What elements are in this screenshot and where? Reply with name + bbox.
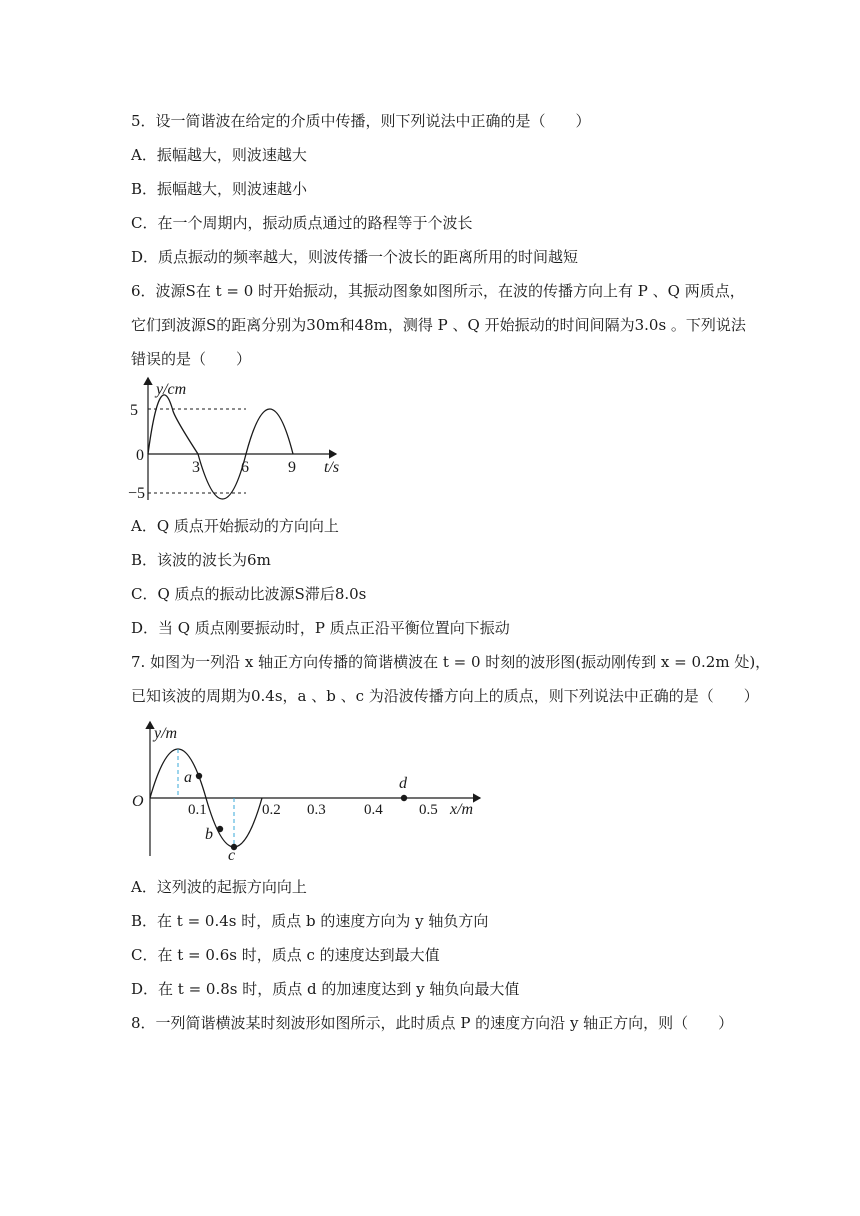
q7-x-label: x/m [450, 801, 474, 818]
q5-option-c: C．在一个周期内，振动质点通过的路程等于个波长 [131, 214, 473, 232]
q5-option-a: A．振幅越大，则波速越大 [131, 146, 307, 164]
q6-vibration-graph [128, 372, 368, 507]
q6-curve-seg1 [148, 395, 198, 454]
q7-stem-line1: 7. 如图为一列沿 x 轴正方向传播的简谐横波在 t = 0 时刻的波形图(振动刚传到 x = 0.2m 处)， [131, 653, 771, 671]
q7-origin: O [132, 793, 144, 810]
q7-label-b: b [205, 826, 213, 843]
q8-stem: 8．一列简谐横波某时刻波形如图所示，此时质点 P 的速度方向沿 y 轴正方向，则（ ） [131, 1014, 734, 1032]
q7-point-d [401, 795, 407, 801]
q7-option-c: C．在 t = 0.6s 时，质点 c 的速度达到最大值 [131, 946, 440, 964]
q7-label-a: a [184, 769, 192, 786]
q7-label-c: c [228, 847, 236, 862]
q6-curve-seg3 [246, 409, 293, 454]
q6-stem-line1: 6．波源S在 t = 0 时开始振动，其振动图象如图所示，在波的传播方向上有 P 、Q 两质点， [131, 282, 745, 300]
q7-x-tick-04: 0.4 [364, 802, 383, 818]
q6-option-a: A．Q 质点开始振动的方向向上 [131, 517, 339, 535]
q6-curve-seg2 [198, 454, 246, 499]
q6-option-c: C．Q 质点的振动比波源S滞后8.0s [131, 585, 367, 603]
q6-x-label: t/s [324, 459, 340, 476]
q6-x-tick-9: 9 [288, 459, 296, 476]
q7-x-tick-03: 0.3 [307, 802, 326, 818]
q7-x-tick-05: 0.5 [419, 802, 438, 818]
q7-point-a [196, 773, 202, 779]
q6-stem-line2: 它们到波源S的距离分别为30m和48m，测得 P 、Q 开始振动的时间间隔为3.0s 。下列说法 [131, 316, 746, 334]
q7-label-d: d [399, 775, 407, 792]
q7-option-d: D．在 t = 0.8s 时，质点 d 的加速度达到 y 轴负向最大值 [131, 980, 520, 998]
q7-x-tick-01: 0.1 [188, 802, 207, 818]
q6-y-tick-5: 5 [130, 402, 138, 419]
q7-y-label: y/m [154, 725, 178, 742]
q6-y-tick-neg5: −5 [128, 485, 146, 502]
q6-y-tick-0: 0 [136, 447, 144, 464]
q6-x-tick-3: 3 [192, 459, 200, 476]
q6-stem-line3: 错误的是（ ） [131, 350, 252, 368]
q7-option-a: A．这列波的起振方向向上 [131, 878, 307, 896]
q5-option-b: B．振幅越大，则波速越小 [131, 180, 308, 198]
q7-stem-line2: 已知该波的周期为0.4s，a 、b 、c 为沿波传播方向上的质点，则下列说法中正确的是（ ） [131, 687, 759, 705]
q5-option-d: D．质点振动的频率越大，则波传播一个波长的距离所用的时间越短 [131, 248, 579, 266]
q7-option-b: B．在 t = 0.4s 时，质点 b 的速度方向为 y 轴负方向 [131, 912, 489, 930]
q5-stem: 5．设一简谐波在给定的介质中传播，则下列说法中正确的是（ ） [131, 112, 591, 130]
q6-option-b: B．该波的波长为6m [131, 551, 271, 569]
q7-waveform-graph [128, 716, 488, 862]
q7-point-b [217, 826, 223, 832]
q6-option-d: D．当 Q 质点刚要振动时，P 质点正沿平衡位置向下振动 [131, 619, 510, 637]
q6-x-tick-6: 6 [241, 459, 249, 476]
q6-y-label: y/cm [156, 381, 187, 398]
q7-x-tick-02: 0.2 [262, 802, 281, 818]
